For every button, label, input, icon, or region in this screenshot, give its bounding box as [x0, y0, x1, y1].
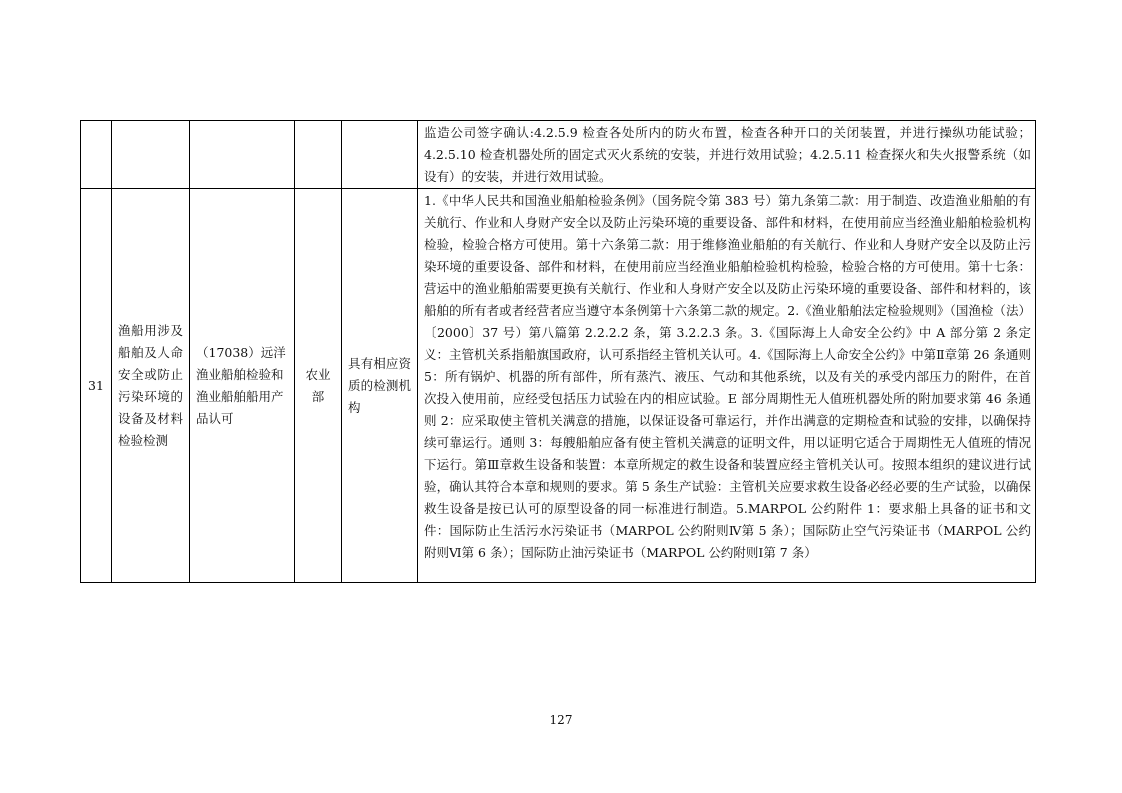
table-row-31	[81, 189, 1036, 583]
license-table	[80, 120, 1036, 583]
cell-item: 渔船用涉及船舶及人命安全或防止污染环境的设备及材料检验检测	[112, 189, 190, 583]
page-number: 127	[549, 713, 573, 727]
cell-item	[112, 121, 190, 189]
cell-number	[81, 121, 112, 189]
cell-license: （17038）远洋渔业船舶检验和渔业船舶船用产品认可	[190, 189, 295, 583]
cell-agency: 具有相应资质的检测机构	[342, 189, 418, 583]
cell-legal-basis: 监造公司签字确认:4.2.5.9 检查各处所内的防火布置，检查各种开口的关闭装置，并进行操纵功能试验；4.2.5.10 检查机器处所的固定式灭火系统的安装，并进行效用试验；4.2.5.11 检查探火和失火报警系统（如设有）的安装，并进行效用试验。	[418, 121, 1036, 189]
table-row-continuation	[81, 121, 1036, 189]
cell-legal-basis: 1.《中华人民共和国渔业船舶检验条例》（国务院令第 383 号）第九条第二款：用于制造、改造渔业船舶的有关航行、作业和人身财产安全以及防止污染环境的重要设备、部件和材料，在使用前应当经渔业船舶检验机构检验，检验合格方可使用。第十六条第二款：用于维修渔业船舶的有关航行、作业和人身财产安全以及防止污染环境的重要设备、部件和材料，在使用前应当经渔业船舶检验机构检验，检验合格的方可使用。第十七条：营运中的渔业船舶需要更换有关航行、作业和人身财产安全以及防止污染环境的重要设备、部件和材料的，该船舶的所有者或者经营者应当遵守本条例第十六条第二款的规定。2.《渔业船舶法定检验规则》（国渔检（法）〔2000〕37 号）第八篇第 2.2.2.2 条，第 3.2.2.3 条。3.《国际海上人命安全公约》中 A 部分第 2 条定义：主管机关系指船旗国政府，认可系指经主管机关认可。4.《国际海上人命安全公约》中第Ⅱ章第 26 条通则 5：所有锅炉、机器的所有部件，所有蒸汽、液压、气动和其他系统，以及有关的承受内部压力的附件，在首次投入使用前，应经受包括压力试验在内的相应试验。E 部分周期性无人值班机器处所的附加要求第 46 条通则 2：应采取使主管机关满意的措施，以保证设备可靠运行，并作出满意的定期检查和试验的安排，以确保持续可靠运行。通则 3：每艘船舶应备有使主管机关满意的证明文件，用以证明它适合于周期性无人值班的情况下运行。第Ⅲ章救生设备和装置：本章所规定的救生设备和装置应经主管机关认可。按照本组织的建议进行试验，确认其符合本章和规则的要求。第 5 条生产试验：主管机关应要求救生设备必经必要的生产试验，以确保救生设备是按已认可的原型设备的同一标准进行制造。5.MARPOL 公约附件 1：要求船上具备的证书和文件：国际防止生活污水污染证书（MARPOL 公约附则Ⅳ第 5 条）；国际防止空气污染证书（MARPOL 公约附则Ⅵ第 6 条）；国际防止油污染证书（MARPOL 公约附则Ⅰ第 7 条）	[418, 189, 1036, 583]
cell-agency	[342, 121, 418, 189]
cell-department: 农业部	[295, 189, 342, 583]
cell-number: 31	[81, 189, 112, 583]
cell-department	[295, 121, 342, 189]
cell-license	[190, 121, 295, 189]
